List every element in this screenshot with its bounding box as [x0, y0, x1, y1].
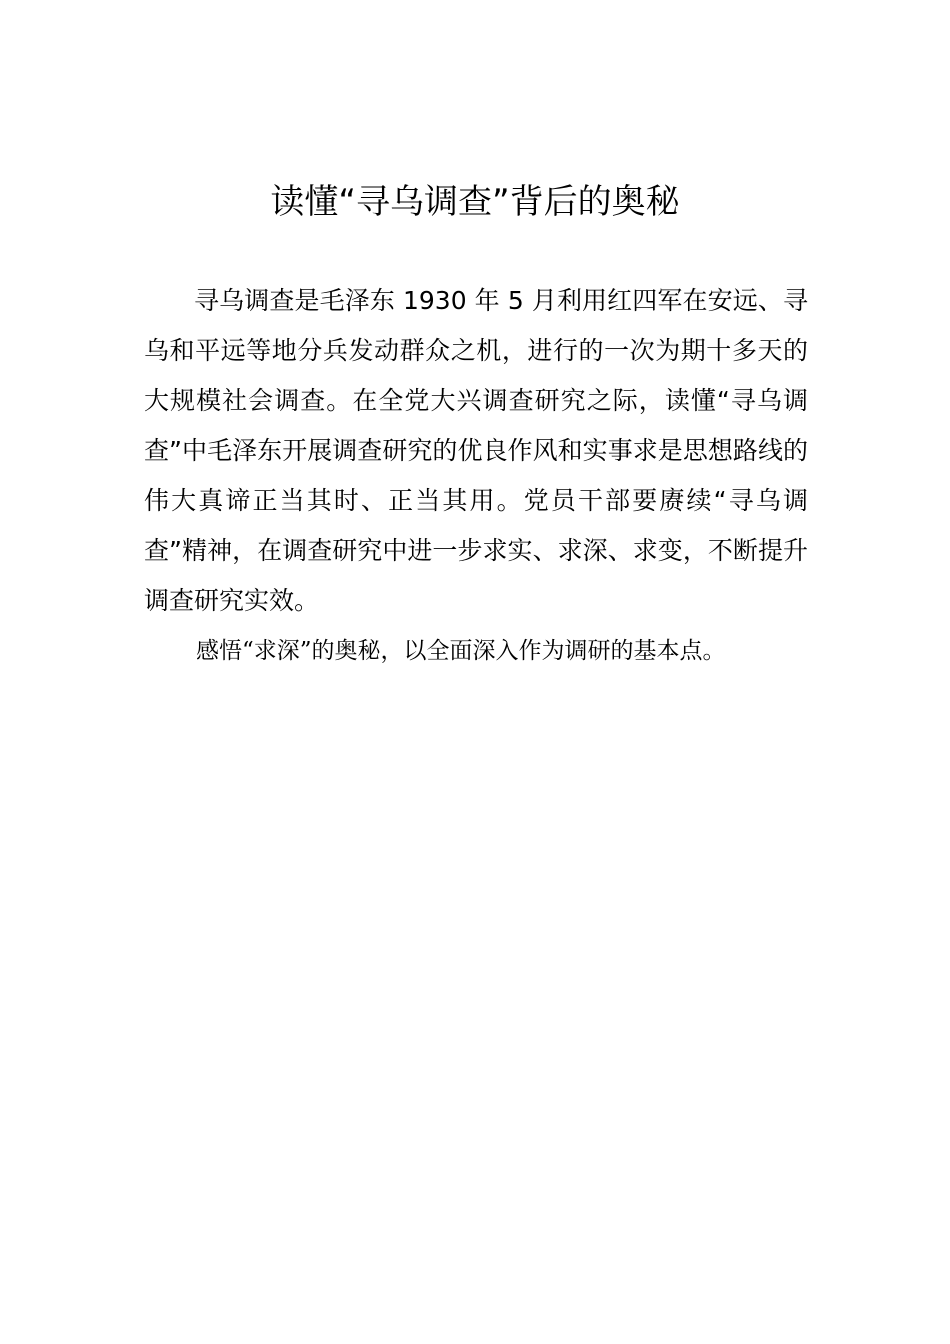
- paragraph-intro: 寻乌调查是毛泽东 1930 年 5 月利用红四军在安远、寻乌和平远等地分兵发动群众之机，进行的一次为期十多天的大规模社会调查。在全党大兴调查研究之际，读懂“寻乌调查”中毛泽东开展调查研究的优良作风和实事求是思想路线的伟大真谛正当其时、正当其用。党员干部要赓续“寻乌调查”精神，在调查研究中进一步求实、求深、求变，不断提升调查研究实效。: [144, 286, 808, 615]
- document-body: [144, 276, 808, 676]
- paragraph-section-heading: 感悟“求深”的奥秘，以全面深入作为调研的基本点。: [196, 638, 726, 664]
- document-title: 读懂“寻乌调查”背后的奥秘: [270, 182, 680, 222]
